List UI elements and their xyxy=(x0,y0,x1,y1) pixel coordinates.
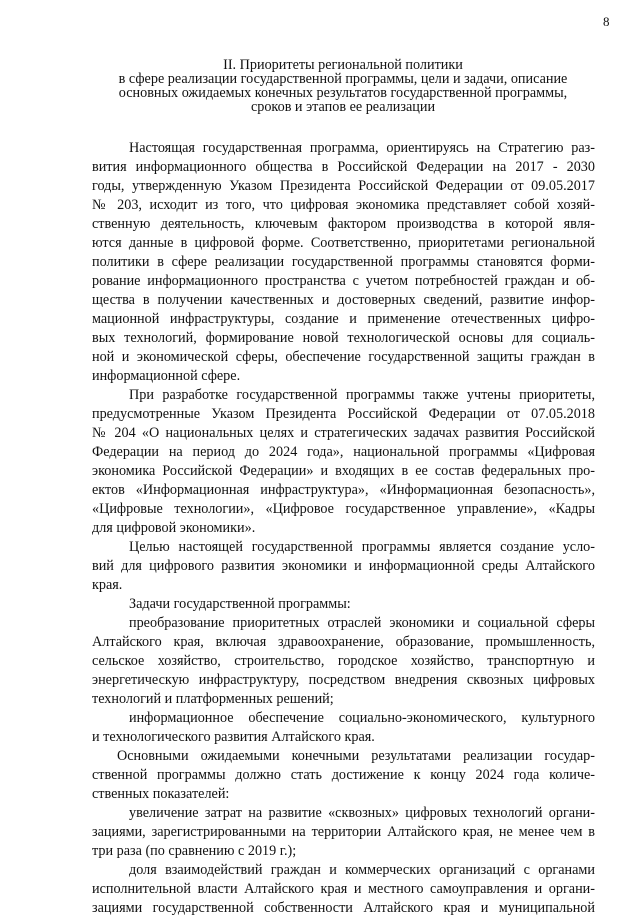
heading-line: в сфере реализации государственной программы, цели и задачи, описание xyxy=(118,71,568,87)
text-line: рование информационного пространства с учетом потребностей граждан и об- xyxy=(92,273,595,289)
text-line: информационное обеспечение социально-экономического, культурного xyxy=(129,710,595,726)
heading-line: II. Приоритеты региональной политики xyxy=(223,57,463,73)
text-line: Целью настоящей государственной программы является создание усло- xyxy=(129,539,595,555)
text-line: ственную деятельность, ключевым фактором производства в которой явля- xyxy=(92,216,595,232)
text-line: ственных показателей: xyxy=(92,786,230,802)
text-line: экономика Российской Федерации» и входящих в ее состав федеральных про- xyxy=(92,463,595,479)
text-line: увеличение затрат на развитие «сквозных» цифровых технологий органи- xyxy=(129,805,595,821)
text-line: технологий и платформенных решений; xyxy=(92,691,334,707)
heading-line: основных ожидаемых конечных результатов государственной программы, xyxy=(118,85,568,101)
text-line: доля взаимодействий граждан и коммерческих организаций с органами xyxy=(129,862,595,878)
text-line: политики в сфере реализации государственной программы становятся форми- xyxy=(92,254,595,270)
text-line: зациями государственной собственности Алтайского края и муниципальной xyxy=(92,900,595,916)
text-line: «Цифровые технологии», «Цифровое государственное управление», «Кадры xyxy=(92,501,595,517)
text-line: и технологического развития Алтайского края. xyxy=(92,729,375,745)
heading-line: сроков и этапов ее реализации xyxy=(250,99,436,115)
page-number: 8 xyxy=(603,14,610,29)
text-line: вий для цифрового развития экономики и информационной среды Алтайского xyxy=(92,558,595,574)
text-line: предусмотренные Указом Президента Российской Федерации от 07.05.2018 xyxy=(92,406,595,422)
text-line: годы, утвержденную Указом Президента Российской Федерации от 09.05.2017 xyxy=(92,178,595,194)
text-line: мационной инфраструктуры, создание и применение отечественных цифро- xyxy=(92,311,595,327)
text-line: ной и экономической сферы, обеспечение государственной защиты граждан в xyxy=(92,349,595,365)
text-line: Основными ожидаемыми конечными результатами реализации государ- xyxy=(117,748,595,764)
text-line: для цифровой экономики». xyxy=(92,520,256,536)
text-line: вития информационного общества в Российской Федерации на 2017 - 2030 xyxy=(92,159,595,175)
section-heading xyxy=(90,58,596,114)
text-line: ектов «Информационная инфраструктура», «Информационная безопасность», xyxy=(92,482,595,498)
text-line: № 203, исходит из того, что цифровая экономика представляет собой хозяй- xyxy=(92,197,595,213)
body-text xyxy=(92,139,595,918)
text-line: зациями, зарегистрированными на территории Алтайского края, не менее чем в xyxy=(92,824,595,840)
text-line: три раза (по сравнению с 2019 г.); xyxy=(92,843,297,859)
text-line: Настоящая государственная программа, ориентируясь на Стратегию раз- xyxy=(129,140,595,156)
text-line: Федерации на период до 2024 года», национальной программы «Цифровая xyxy=(92,444,595,460)
text-line: края. xyxy=(92,577,123,593)
text-line: преобразование приоритетных отраслей экономики и социальной сферы xyxy=(129,615,595,631)
text-line: информационной сфере. xyxy=(92,368,241,384)
text-line: При разработке государственной программы также учтены приоритеты, xyxy=(129,387,595,403)
text-line: сельское хозяйство, строительство, городское хозяйство, транспортную и xyxy=(92,653,595,669)
text-line: вых технологий, формирование новой технологической основы для социаль- xyxy=(92,330,595,346)
text-line: щества в получении качественных и достоверных сведений, развитие инфор- xyxy=(92,292,595,308)
text-line: исполнительной власти Алтайского края и местного самоуправления и органи- xyxy=(92,881,595,897)
text-line: № 204 «О национальных целях и стратегических задачах развития Российской xyxy=(92,425,595,441)
text-line: Задачи государственной программы: xyxy=(129,596,351,612)
text-line: Алтайского края, включая здравоохранение, образование, промышленность, xyxy=(92,634,595,650)
text-line: ственной программы должно стать достижение к концу 2024 года количе- xyxy=(92,767,595,783)
text-line: энергетическую инфраструктуру, посредством внедрения сквозных цифровых xyxy=(92,672,595,688)
text-line: ются данные в цифровой форме. Соответственно, приоритетами региональной xyxy=(92,235,595,251)
